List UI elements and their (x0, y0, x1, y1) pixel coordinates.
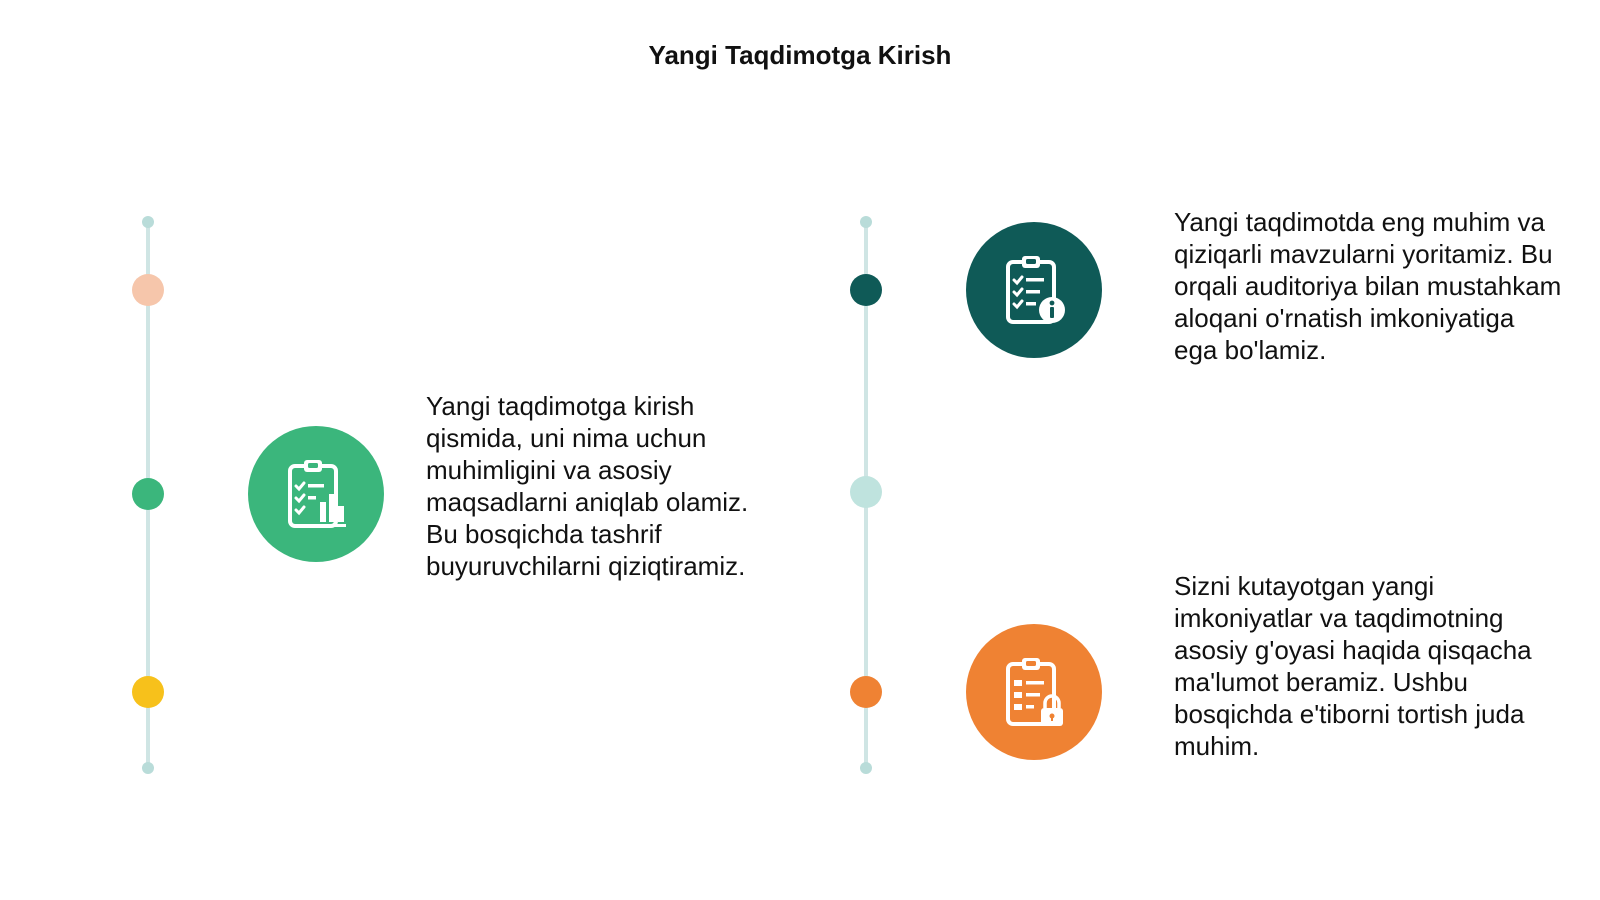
timeline-node-mint (850, 476, 882, 508)
clipboard-info-icon (992, 248, 1076, 332)
step-2-description: Yangi taqdimotda eng muhim va qiziqarli mavzularni yoritamiz. Bu orqali auditoriya bilan mustahkam aloqani o'rnatish imkoniyatiga ega bo'lamiz. (1174, 207, 1562, 365)
clipboard-lock-icon (992, 650, 1076, 734)
step-3-description: Sizni kutayotgan yangi imkoniyatlar va taqdimotning asosiy g'oyasi haqida qisqacha ma'lumot beramiz. Ushbu bosqichda e'tiborni tortish juda muhim. (1174, 571, 1532, 761)
step-1-icon-circle (248, 426, 384, 562)
timeline-left-end-dot (142, 762, 154, 774)
timeline-left-start-dot (142, 216, 154, 228)
step-3-icon-circle (966, 624, 1102, 760)
clipboard-chart-icon (274, 452, 358, 536)
timeline-node-green (132, 478, 164, 510)
step-2-icon-circle (966, 222, 1102, 358)
timeline-right-start-dot (860, 216, 872, 228)
timeline-node-orange (850, 676, 882, 708)
timeline-node-dark-teal (850, 274, 882, 306)
timeline-right-end-dot (860, 762, 872, 774)
timeline-node-yellow (132, 676, 164, 708)
page-title: Yangi Taqdimotga Kirish (648, 40, 952, 70)
step-1-description: Yangi taqdimotga kirish qismida, uni nima uchun muhimligini va asosiy maqsadlarni aniqlab olamiz. Bu bosqichda tashrif buyuruvchilarni qiziqtiramiz. (426, 391, 749, 581)
timeline-node-peach (132, 274, 164, 306)
